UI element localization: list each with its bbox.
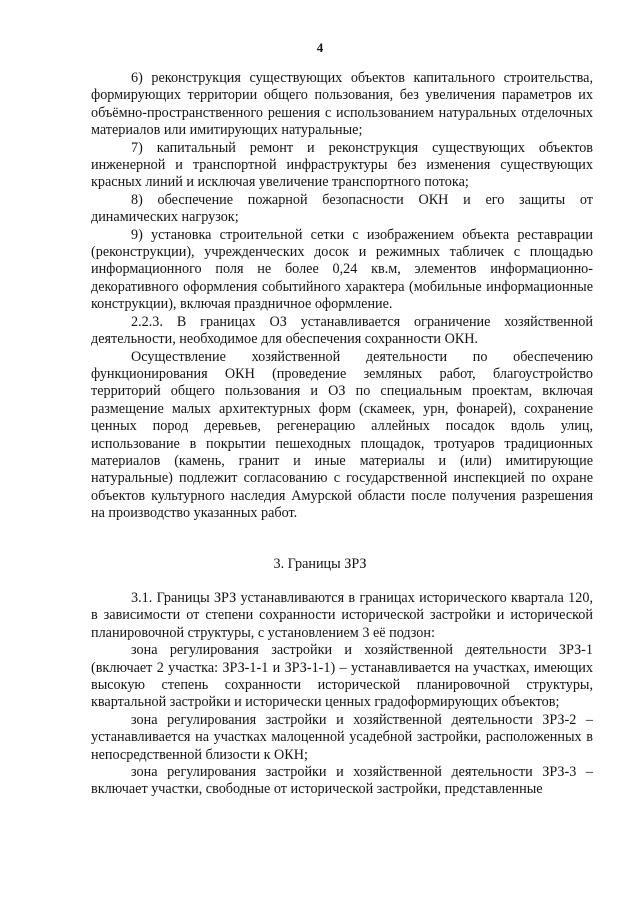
paragraph-item-8: 8) обеспечение пожарной безопасности ОКН и его защиты от динамических нагрузок; [91,191,593,226]
page-number: 4 [316,40,324,55]
paragraph-economic-activity: Осуществление хозяйственной деятельности по обеспечению функционирования ОКН (проведение земляных работ, благоустройство территорий общего пользования и ОЗ по специальным проектам, включая размещение малых архитектурных форм (скамеек, урн, фонарей), сохранение ценных пород деревьев, регенерацию аллейных посадок вдоль улиц, использование в покрытии пешеходных площадок, тротуаров традиционных материалов (камень, гранит и иные материалы и (или) имитирующие натуральные) подлежит согласованию с государственной инспекцией по охране объектов культурного наследия Амурской области после получения разрешения на производство указанных работ. [91,348,593,522]
paragraph-zone-zrz-2: зона регулирования застройки и хозяйственной деятельности ЗРЗ-2 – устанавливается на участках малоценной усадебной застройки, расположенных в непосредственной близости к ОКН; [91,711,593,763]
paragraph-zone-zrz-3: зона регулирования застройки и хозяйственной деятельности ЗРЗ-3 – включает участки, свободные от исторической застройки, представленные [91,764,593,798]
paragraph-3-1: 3.1. Границы ЗРЗ устанавливаются в границах исторического квартала 120, в зависимости от степени сохранности исторической застройки и исторической планировочной структуры, с установлением 3 её подзон: [91,590,593,641]
section-heading: 3. Границы ЗРЗ [273,556,367,572]
body-text-bottom [91,590,593,799]
paragraph-zone-zrz-1: зона регулирования застройки и хозяйственной деятельности ЗРЗ-1 (включает 2 участка: ЗРЗ-1-1 и ЗРЗ-1-1) – устанавливается на участках, имеющих высокую степень сохранности исторической планировочной структуры, квартальной застройки и исторически ценных градоформирующих объектов; [91,642,593,711]
paragraph-item-6: 6) реконструкция существующих объектов капитального строительства, формирующих территории общего пользования, без увеличения параметров их объёмно-пространственного решения с использованием натуральных отделочных материалов или имитирующих натуральные; [91,70,593,139]
paragraph-item-7: 7) капитальный ремонт и реконструкция существующих объектов инженерной и транспортной инфраструктуры без изменения существующих красных линий и исключая увеличение транспортного потока; [91,139,593,191]
body-text-top [91,70,593,523]
paragraph-item-9: 9) установка строительной сетки с изображением объекта реставрации (реконструкции), учрежденческих досок и режимных табличек с площадью информационного поля не более 0,24 кв.м, элементов информационно-декоративного оформления событийного характера (мобильные информационные конструкции), включая праздничное оформление. [91,226,593,313]
paragraph-2-2-3: 2.2.3. В границах ОЗ устанавливается ограничение хозяйственной деятельности, необходимое для обеспечения сохранности ОКН. [91,313,593,348]
